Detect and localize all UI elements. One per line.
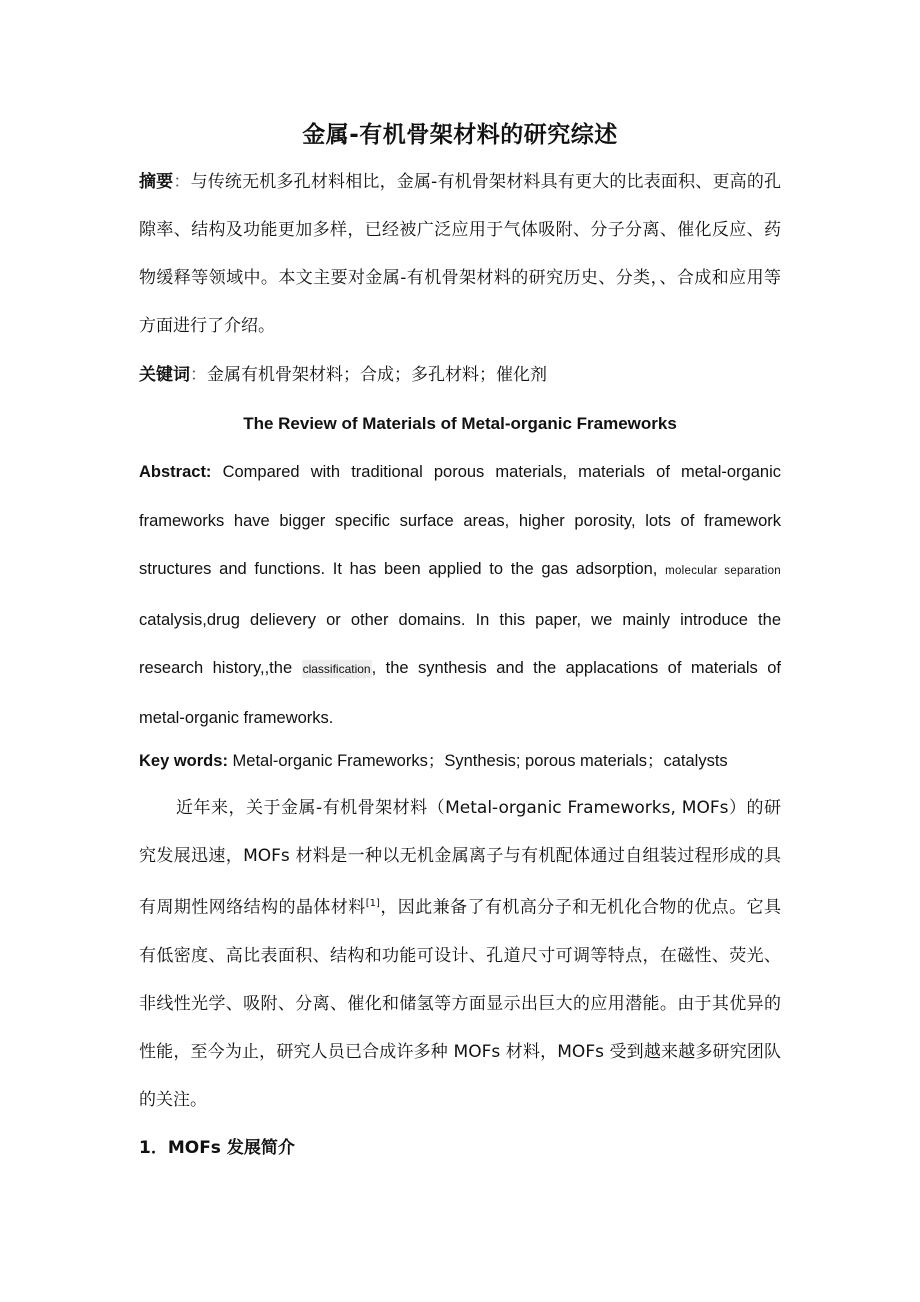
keywords-en-text: Metal-organic Frameworks；Synthesis; porous materials；catalysts	[227, 752, 728, 770]
keywords-en	[139, 749, 781, 773]
abstract-en-small-a: molecular separation	[665, 565, 781, 577]
keywords-cn	[139, 351, 781, 399]
abstract-cn-sep: ：	[173, 172, 191, 192]
keywords-cn-text: 金属有机骨架材料；合成；多孔材料；催化剂	[207, 365, 547, 385]
abstract-en-label: Abstract:	[139, 463, 212, 481]
abstract-cn	[139, 158, 781, 350]
keywords-cn-label: 关键词	[139, 365, 190, 385]
document-title: 金属-有机骨架材料的研究综述	[302, 122, 618, 148]
abstract-cn-label: 摘要	[139, 172, 174, 192]
abstract-en-highlight: classification	[302, 662, 371, 676]
intro-text-b: ，因此兼备了有机高分子和无机化合物的优点。它具有低密度、高比表面积、结构和功能可设计、孔道尺寸可调等特点，在磁性、荧光、非线性光学、吸附、分离、催化和储氢等方面显示出巨大的应用潜能。由于其优异的性能，至今为止，研究人员已合成许多种 MOFs 材料，MOFs 受到越来越多研究团队的关注。	[139, 897, 782, 1110]
intro-paragraph	[139, 784, 781, 1124]
citation-ref: [1]	[365, 898, 380, 909]
section-heading: 1．MOFs 发展简介	[139, 1138, 295, 1158]
abstract-en-text-a: Compared with traditional porous materials, materials of metal-organic frameworks have bigger specific surface areas, higher porosity, lots of framework structures and functions. It has been applied to the gas adsorption,	[139, 463, 781, 578]
intro-text-a: 近年来，关于金属-有机骨架材料（Metal-organic Frameworks, MOFs）的研究发展迅速，MOFs 材料是一种以无机金属离子与有机配体通过自组装过程形成的具有周期性网络结构的晶体材料	[139, 798, 781, 918]
abstract-cn-text: 与传统无机多孔材料相比，金属-有机骨架材料具有更大的比表面积、更高的孔隙率、结构及功能更加多样，已经被广泛应用于气体吸附、分子分离、催化反应、药物缓释等领域中。本文主要对金属-有机骨架材料的研究历史、分类，、合成和应用等方面进行了介绍。	[139, 172, 781, 336]
english-title: The Review of Materials of Metal-organic Frameworks	[243, 414, 677, 433]
abstract-en-text-b: catalysis,drug delievery or other domains. In this paper, we mainly introduce the research history,,the	[139, 610, 781, 677]
abstract-en	[139, 448, 781, 742]
keywords-en-label: Key words:	[139, 752, 228, 770]
keywords-cn-sep: ：	[190, 365, 207, 385]
abstract-en-text-c: , the synthesis and the applacations of materials of metal-organic frameworks.	[139, 659, 781, 727]
